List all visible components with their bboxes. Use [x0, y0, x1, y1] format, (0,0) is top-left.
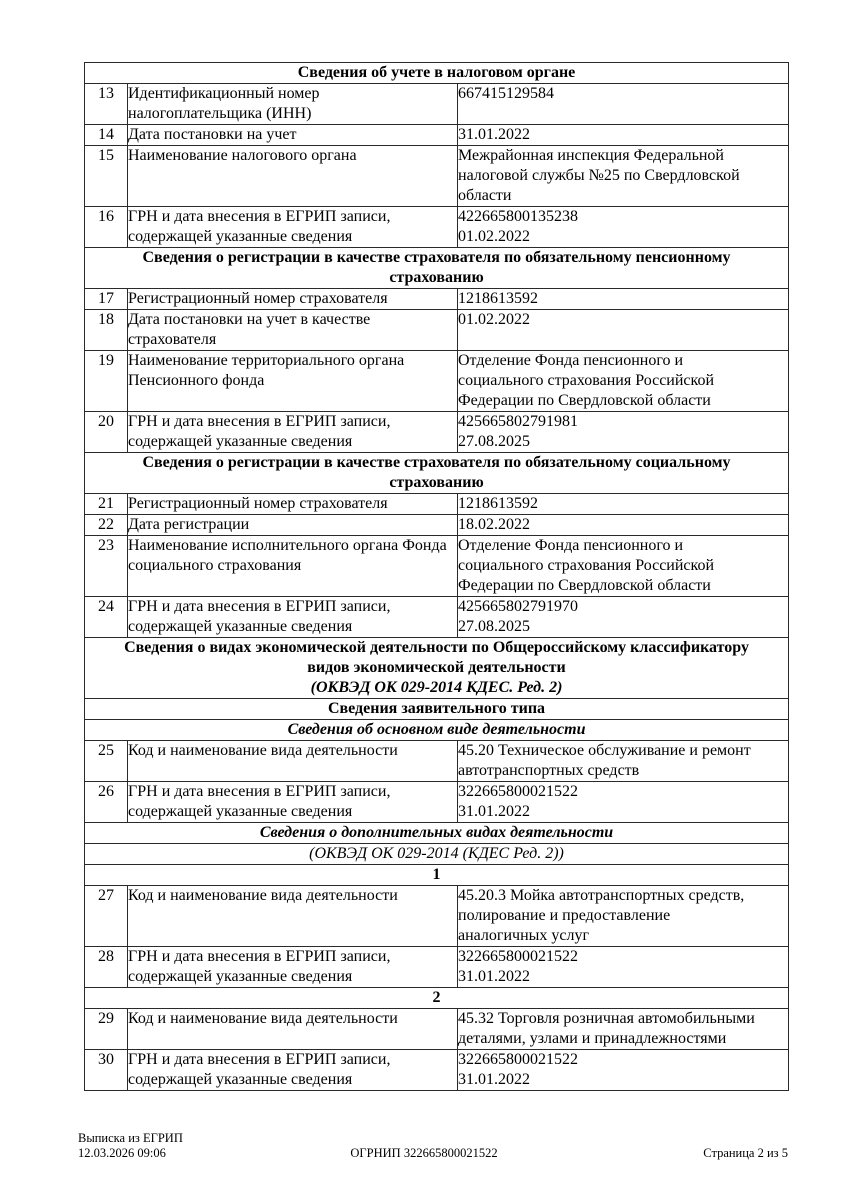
value-line: аналогичных услуг [458, 927, 590, 944]
section-header-row [85, 248, 789, 289]
row-value [458, 310, 789, 351]
row-label: ГРН и дата внесения в ЕГРИП записи, содержащей указанные сведения [128, 207, 458, 248]
row-value [458, 1050, 789, 1091]
row-value [458, 412, 789, 453]
row-value [458, 494, 789, 515]
value-line: 322665800021522 [458, 783, 578, 800]
header-line: Сведения о регистрации в качестве страхователя по обязательному социальному [142, 454, 731, 471]
row-number: 15 [85, 146, 128, 207]
row-label: Идентификационный номер налогоплательщика (ИНН) [128, 84, 458, 125]
value-line: 31.01.2022 [458, 126, 530, 143]
row-value [458, 782, 789, 823]
table-row [85, 207, 789, 248]
section-header-row [85, 844, 789, 865]
row-number: 22 [85, 515, 128, 536]
section-header-row [85, 823, 789, 844]
header-line: страхованию [389, 269, 484, 286]
table-row [85, 289, 789, 310]
section-header-row [85, 988, 789, 1009]
value-line: автотранспортных средств [458, 762, 640, 779]
value-line: деталями, узлами и принадлежностями [458, 1030, 727, 1047]
table-row [85, 515, 789, 536]
value-line: Межрайонная инспекция Федеральной [458, 147, 724, 164]
row-number: 18 [85, 310, 128, 351]
row-number: 21 [85, 494, 128, 515]
row-label: Наименование исполнительного органа Фонда социального страхования [128, 536, 458, 597]
value-line: 45.20 Техническое обслуживание и ремонт [458, 742, 751, 759]
table-row [85, 351, 789, 412]
footer-ogrnip: ОГРНИП 322665800021522 [350, 1146, 498, 1160]
row-label: Наименование налогового органа [128, 146, 458, 207]
table-row [85, 84, 789, 125]
row-number: 13 [85, 84, 128, 125]
row-label: Дата регистрации [128, 515, 458, 536]
table-row [85, 146, 789, 207]
value-line: 45.20.3 Мойка автотранспортных средств, [458, 887, 745, 904]
table-row [85, 494, 789, 515]
value-line: 18.02.2022 [458, 516, 530, 533]
row-number: 23 [85, 536, 128, 597]
row-value [458, 351, 789, 412]
table-row [85, 310, 789, 351]
section-header-row [85, 720, 789, 741]
value-line: 31.01.2022 [458, 968, 530, 985]
header-line: (ОКВЭД ОК 029-2014 КДЕС. Ред. 2) [310, 679, 563, 696]
row-label: Дата постановки на учет в качестве страхователя [128, 310, 458, 351]
value-line: 27.08.2025 [458, 433, 530, 450]
row-label: Регистрационный номер страхователя [128, 289, 458, 310]
row-number: 24 [85, 597, 128, 638]
value-line: 322665800021522 [458, 1051, 578, 1068]
row-label: ГРН и дата внесения в ЕГРИП записи, содержащей указанные сведения [128, 597, 458, 638]
row-value [458, 289, 789, 310]
value-line: 425665802791970 [458, 598, 578, 615]
table-row [85, 886, 789, 947]
row-number: 30 [85, 1050, 128, 1091]
section-header-row [85, 638, 789, 699]
row-number: 28 [85, 947, 128, 988]
row-value [458, 741, 789, 782]
value-line: социального страхования Российской [458, 372, 715, 389]
row-number: 17 [85, 289, 128, 310]
value-line: 322665800021522 [458, 948, 578, 965]
table-row [85, 741, 789, 782]
row-value [458, 597, 789, 638]
group-number-2: 2 [85, 988, 789, 1009]
section-header-declarative: Сведения заявительного типа [85, 699, 789, 720]
footer-page-number: Страница 2 из 5 [703, 1146, 788, 1160]
row-number: 19 [85, 351, 128, 412]
row-label: Регистрационный номер страхователя [128, 494, 458, 515]
row-label: ГРН и дата внесения в ЕГРИП записи, содержащей указанные сведения [128, 1050, 458, 1091]
row-number: 25 [85, 741, 128, 782]
row-label: Код и наименование вида деятельности [128, 886, 458, 947]
section-header-row [85, 699, 789, 720]
section-header-row [85, 453, 789, 494]
footer-doc-type: Выписка из ЕГРИП [78, 1131, 183, 1145]
header-line: страхованию [389, 474, 484, 491]
row-label: ГРН и дата внесения в ЕГРИП записи, содержащей указанные сведения [128, 412, 458, 453]
group-number-1: 1 [85, 865, 789, 886]
row-label: ГРН и дата внесения в ЕГРИП записи, содержащей указанные сведения [128, 782, 458, 823]
value-line: Федерации по Свердловской области [458, 577, 711, 594]
section-header-social [85, 453, 789, 494]
header-line: Сведения о регистрации в качестве страхователя по обязательному пенсионному [142, 249, 731, 266]
row-value [458, 125, 789, 146]
row-value [458, 886, 789, 947]
table-row [85, 782, 789, 823]
row-value [458, 1009, 789, 1050]
value-line: 45.32 Торговля розничная автомобильными [458, 1010, 755, 1027]
value-line: 31.01.2022 [458, 1071, 530, 1088]
row-label: Дата постановки на учет [128, 125, 458, 146]
section-header-additional-activity: Сведения о дополнительных видах деятельности [85, 823, 789, 844]
row-value [458, 947, 789, 988]
value-line: 1218613592 [458, 495, 538, 512]
value-line: 422665800135238 [458, 208, 578, 225]
row-value [458, 207, 789, 248]
value-line: области [458, 187, 512, 204]
value-line: 01.02.2022 [458, 228, 530, 245]
row-value [458, 146, 789, 207]
row-number: 27 [85, 886, 128, 947]
row-value [458, 84, 789, 125]
section-header-okved [85, 638, 789, 699]
row-number: 26 [85, 782, 128, 823]
value-line: Федерации по Свердловской области [458, 392, 711, 409]
table-row [85, 1050, 789, 1091]
section-header-main-activity: Сведения об основном виде деятельности [85, 720, 789, 741]
value-line: 01.02.2022 [458, 311, 530, 328]
value-line: 27.08.2025 [458, 618, 530, 635]
header-line: видов экономической деятельности [307, 659, 566, 676]
value-line: социального страхования Российской [458, 557, 715, 574]
row-number: 29 [85, 1009, 128, 1050]
value-line: полирование и предоставление [458, 907, 671, 924]
section-header-row [85, 865, 789, 886]
section-header-tax: Сведения об учете в налоговом органе [85, 63, 789, 84]
row-number: 14 [85, 125, 128, 146]
footer-datetime: 12.03.2026 09:06 [78, 1146, 166, 1160]
row-value [458, 515, 789, 536]
section-header-pension [85, 248, 789, 289]
section-header-row [85, 63, 789, 84]
table-row [85, 1009, 789, 1050]
row-label: Наименование территориального органа Пенсионного фонда [128, 351, 458, 412]
value-line: 1218613592 [458, 290, 538, 307]
table-row [85, 947, 789, 988]
value-line: налоговой службы №25 по Свердловской [458, 167, 740, 184]
table-row [85, 597, 789, 638]
section-header-additional-okved: (ОКВЭД ОК 029-2014 (КДЕС Ред. 2)) [85, 844, 789, 865]
value-line: 667415129584 [458, 85, 554, 102]
egrip-extract-table [84, 62, 789, 1091]
value-line: 31.01.2022 [458, 803, 530, 820]
value-line: 425665802791981 [458, 413, 578, 430]
row-label: ГРН и дата внесения в ЕГРИП записи, содержащей указанные сведения [128, 947, 458, 988]
row-number: 20 [85, 412, 128, 453]
table-row [85, 412, 789, 453]
value-line: Отделение Фонда пенсионного и [458, 352, 684, 369]
table-row [85, 536, 789, 597]
row-label: Код и наименование вида деятельности [128, 741, 458, 782]
value-line: Отделение Фонда пенсионного и [458, 537, 684, 554]
row-label: Код и наименование вида деятельности [128, 1009, 458, 1050]
header-line: Сведения о видах экономической деятельности по Общероссийскому классификатору [124, 639, 749, 656]
row-value [458, 536, 789, 597]
table-row [85, 125, 789, 146]
row-number: 16 [85, 207, 128, 248]
